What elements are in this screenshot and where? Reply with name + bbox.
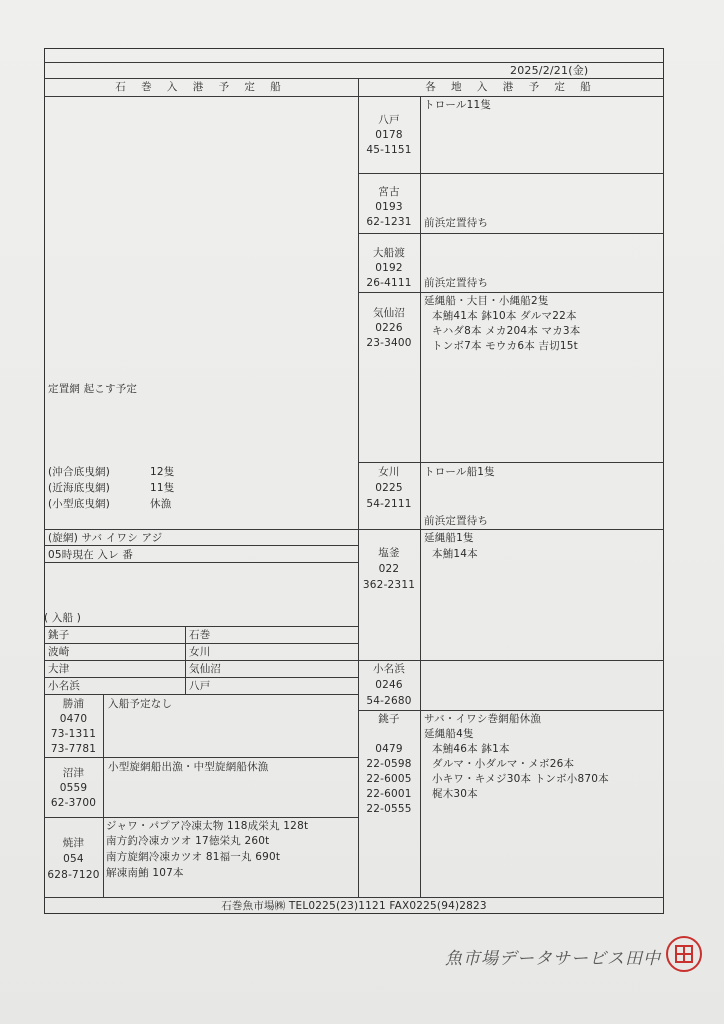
port-tel: 73-1311 [50,728,97,740]
port-info: 南方釣冷凍カツオ 17徳栄丸 260t [106,835,270,847]
port-tel: 022 [378,563,400,575]
port-name: 銚子 [378,713,400,725]
port-info: 延縄船4隻 [424,728,474,740]
port-tel: 0559 [59,782,88,794]
pair-cell: 波崎 [48,646,70,658]
port-name: 気仙沼 [372,307,406,319]
port-name: 八戸 [378,114,400,126]
port-tel: 054 [63,853,84,865]
port-tel: 0193 [375,201,403,213]
port-tel: 22-6005 [366,773,412,785]
pair-cell: 小名浜 [48,680,81,692]
port-tel: 23-3400 [366,337,412,349]
port-tel: 54-2680 [366,695,412,707]
port-info: 前浜定置待ち [424,515,489,527]
trawl-value: 休漁 [150,498,172,510]
nyusen-label: ( 入船 ) [44,612,82,624]
port-tel: 0225 [375,482,403,494]
port-info: 本鮪14本 [432,548,478,560]
port-info: 本鮪46本 鉢1本 [432,743,510,755]
port-info: 前浜定置待ち [424,217,489,229]
port-tel: 22-6001 [366,788,412,800]
brand-logo: 魚市場データサービス田中 [445,949,661,969]
port-info: 小キワ・キメジ30本 トンボ小870本 [432,773,609,785]
port-tel: 0246 [375,679,403,691]
port-tel: 362-2311 [362,579,416,591]
port-info: 入船予定なし [108,698,173,710]
port-tel: 62-1231 [366,216,412,228]
port-tel: 628-7120 [47,869,100,881]
pair-cell: 女川 [189,646,211,658]
pair-cell: 八戸 [189,680,211,692]
pair-cell: 気仙沼 [189,663,222,675]
port-name: 宮古 [378,186,400,198]
port-info: 延縄船1隻 [424,532,474,544]
port-tel: 0479 [375,743,403,755]
port-name: 沼津 [62,767,85,779]
port-info: ジャワ・パプア冷凍太物 118成栄丸 128t [106,820,309,832]
trawl-label: (小型底曳網) [48,498,111,510]
regional-title: 各 地 入 港 予 定 船 [425,81,597,93]
port-tel: 73-7781 [50,743,97,755]
port-info: トロール船1隻 [424,466,495,478]
report-date: 2025/2/21(金) [510,64,589,77]
port-name: 女川 [378,466,400,478]
port-tel: 0470 [59,713,88,725]
trawl-value: 11隻 [150,482,175,494]
pair-cell: 石巻 [189,629,211,641]
port-info: トンボ7本 モウカ6本 吉切15t [432,340,578,352]
trawl-value: 12隻 [150,466,175,478]
footer-contact: 石巻魚市場㈱ TEL0225(23)1121 FAX0225(94)2823 [221,900,487,912]
pair-cell: 大津 [48,663,70,675]
port-info: トロール11隻 [424,99,492,111]
port-info: 延縄船・大目・小縄船2隻 [424,295,549,307]
port-info: ダルマ・小ダルマ・メボ26本 [432,758,575,770]
pair-cell: 銚子 [48,629,70,641]
port-info: キハダ8本 メカ204本 マカ3本 [432,325,581,337]
port-info: 小型旋網船出漁・中型旋網船休漁 [108,761,269,773]
port-tel: 26-4111 [366,277,412,289]
port-info: 前浜定置待ち [424,277,489,289]
seal-stamp-icon [666,936,702,972]
port-name: 焼津 [62,837,85,849]
port-tel: 62-3700 [50,797,97,809]
teichi-note: 定置網 起こす予定 [48,383,138,395]
port-tel: 22-0555 [366,803,412,815]
makiami-row: (旋網) サバ イワシ アジ [48,532,163,544]
port-tel: 22-0598 [366,758,412,770]
port-name: 勝浦 [62,698,85,710]
trawl-label: (近海底曳網) [48,482,111,494]
port-info: 解凍南鮪 107本 [106,867,184,879]
ishinomaki-title: 石 巻 入 港 予 定 船 [115,81,287,93]
port-tel: 0178 [375,129,403,141]
port-tel: 0192 [375,262,403,274]
trawl-label: (沖合底曳網) [48,466,111,478]
port-name: 小名浜 [372,663,406,675]
port-info: 本鮪41本 鉢10本 ダルマ22本 [432,310,577,322]
port-name: 塩釜 [378,547,400,559]
port-tel: 54-2111 [366,498,412,510]
port-info: 梶木30本 [432,788,478,800]
port-tel: 0226 [375,322,403,334]
port-info: 南方旋網冷凍カツオ 81福一丸 690t [106,851,281,863]
port-info: サバ・イワシ巻網船休漁 [424,713,542,725]
current-status: 05時現在 入レ 番 [48,549,134,561]
port-name: 大船渡 [372,247,406,259]
port-tel: 45-1151 [366,144,412,156]
